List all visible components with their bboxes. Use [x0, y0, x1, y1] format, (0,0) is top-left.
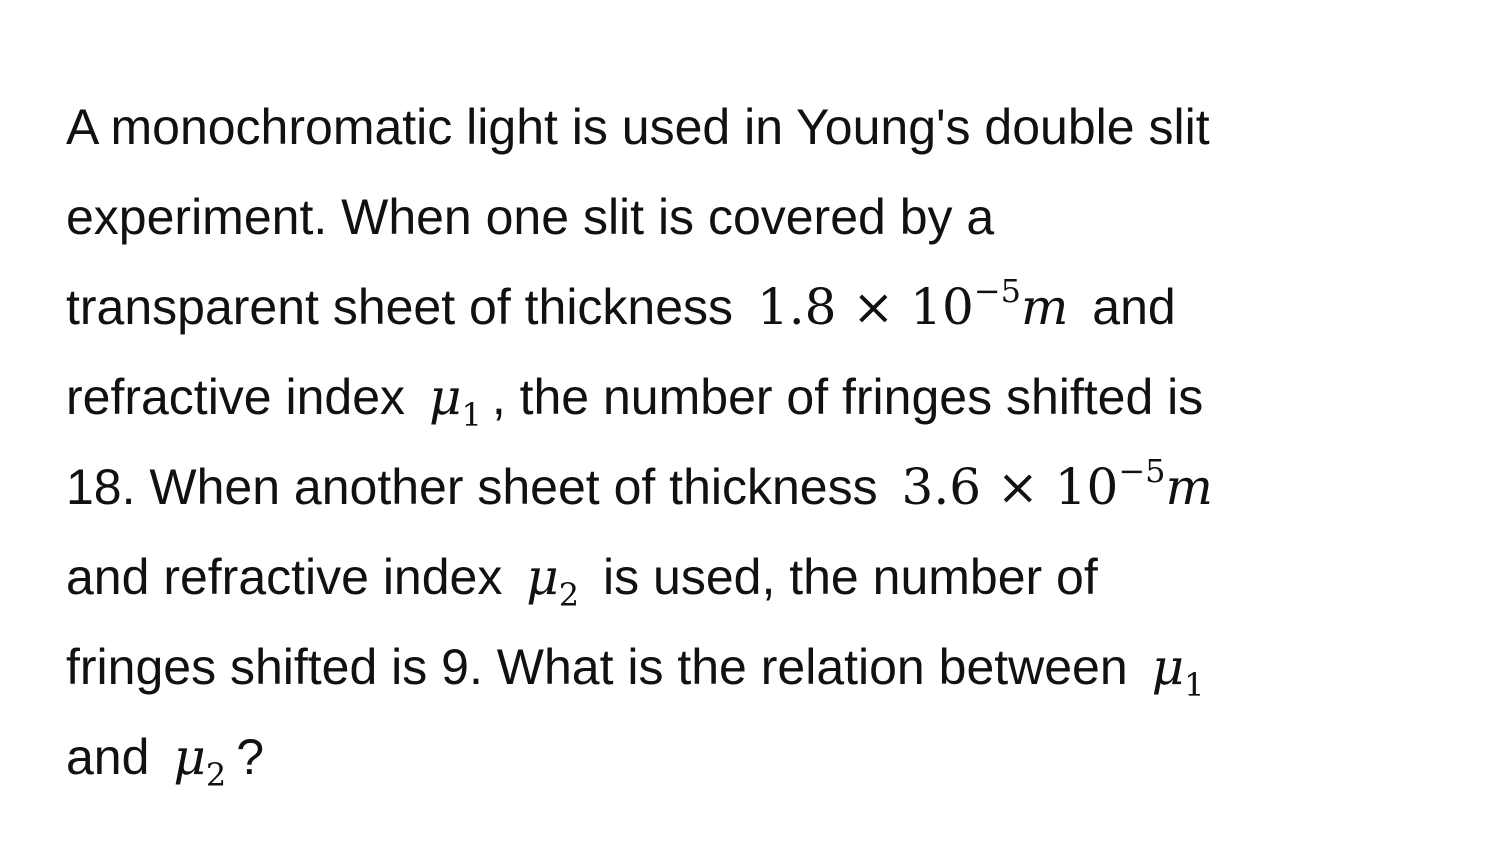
math-mu-1	[428, 368, 482, 434]
text-segment: and	[1092, 279, 1176, 335]
math-mu-1	[1151, 638, 1205, 704]
math-symbol: μ	[428, 368, 462, 426]
text-segment: experiment. When one slit is covered by a	[66, 189, 995, 245]
math-exponent: −5	[1118, 452, 1166, 490]
math-base: 3.6 × 10	[901, 458, 1119, 516]
text-segment: fringes shifted is 9. What is the relation between	[66, 639, 1128, 695]
math-base: 1.8 × 10	[756, 278, 974, 336]
math-subscript: 2	[558, 576, 580, 614]
text-line	[66, 352, 1446, 442]
text-line	[66, 712, 1446, 802]
text-segment: A monochromatic light is used in Young's double slit	[66, 99, 1210, 155]
math-mu-2	[173, 728, 227, 794]
math-unit: m	[1020, 278, 1069, 336]
text-line	[66, 82, 1446, 172]
text-segment: ?	[236, 729, 265, 785]
text-segment: and	[66, 729, 150, 785]
math-subscript: 2	[205, 756, 227, 794]
text-segment: and refractive index	[66, 549, 503, 605]
text-line	[66, 532, 1446, 622]
text-segment: is used, the number of	[603, 549, 1098, 605]
math-subscript: 1	[461, 396, 482, 434]
math-mu-2	[526, 548, 580, 614]
question-text	[66, 82, 1446, 802]
math-subscript: 1	[1184, 666, 1205, 704]
text-segment: transparent sheet of thickness	[66, 279, 734, 335]
math-thickness-1	[756, 272, 1069, 336]
text-segment: 18. When another sheet of thickness	[66, 459, 878, 515]
text-line	[66, 622, 1446, 712]
math-unit: m	[1165, 458, 1213, 516]
text-line	[66, 442, 1446, 532]
math-symbol: μ	[1151, 638, 1185, 696]
math-exponent: −5	[973, 272, 1021, 310]
math-symbol: μ	[173, 728, 206, 786]
text-line	[66, 262, 1446, 352]
math-thickness-2	[901, 452, 1213, 516]
math-symbol: μ	[526, 548, 559, 606]
text-segment: refractive index	[66, 369, 406, 425]
text-line	[66, 172, 1446, 262]
text-segment: , the number of fringes shifted is	[491, 369, 1204, 425]
